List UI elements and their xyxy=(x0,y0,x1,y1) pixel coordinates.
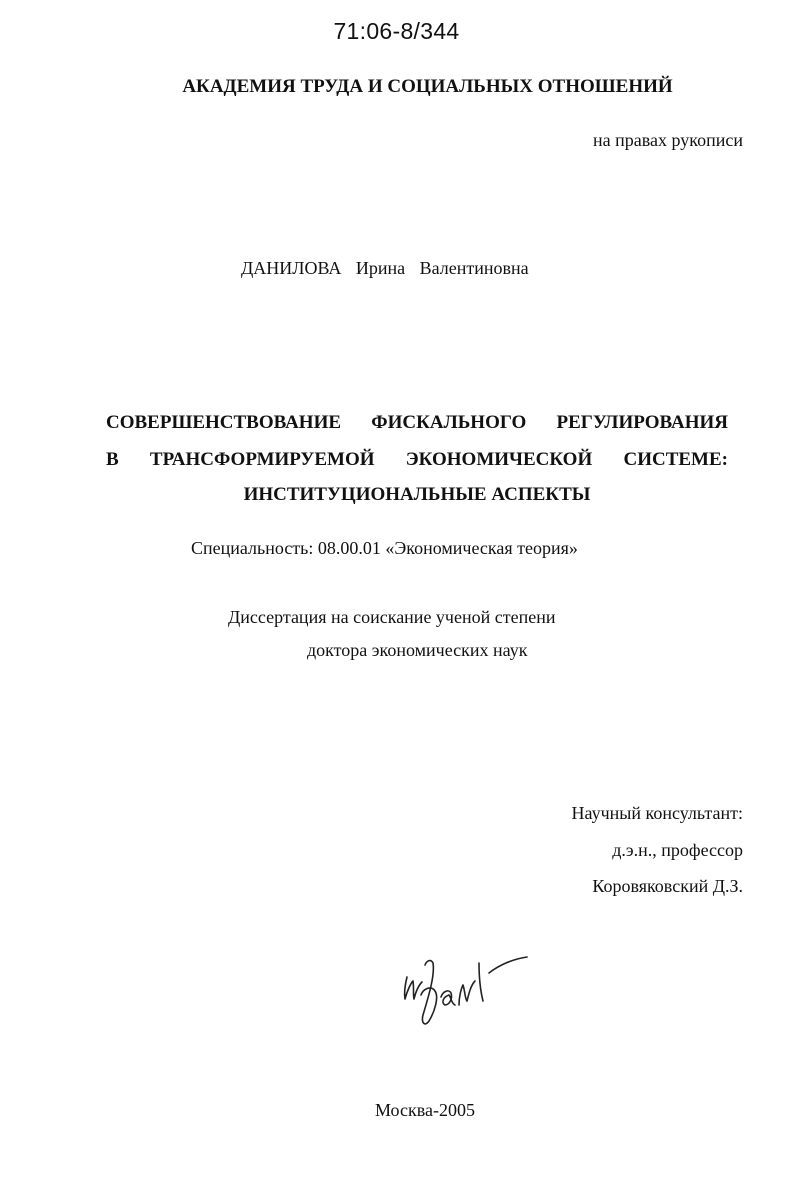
advisor-degree: д.э.н., профессор xyxy=(612,840,743,860)
specialty-line: Специальность: 08.00.01 «Экономическая теория» xyxy=(191,538,578,558)
title-line-2: В ТРАНСФОРМИРУЕМОЙ ЭКОНОМИЧЕСКОЙ СИСТЕМЕ: xyxy=(106,449,728,470)
dissertation-line-2: доктора экономических наук xyxy=(307,640,528,660)
advisor-name: Коровяковский Д.З. xyxy=(592,876,743,896)
author-name: ДАНИЛОВА Ирина Валентиновна xyxy=(241,258,529,278)
manuscript-note: на правах рукописи xyxy=(593,130,743,150)
handwritten-signature xyxy=(395,935,535,1030)
dissertation-line-1: Диссертация на соискание ученой степени xyxy=(228,607,556,627)
catalog-number: 71:06-8/344 xyxy=(333,18,460,44)
title-line-1: СОВЕРШЕНСТВОВАНИЕ ФИСКАЛЬНОГО РЕГУЛИРОВАНИЯ xyxy=(106,412,728,433)
advisor-role: Научный консультант: xyxy=(571,803,743,823)
institution-name: АКАДЕМИЯ ТРУДА И СОЦИАЛЬНЫХ ОТНОШЕНИЙ xyxy=(182,76,673,97)
title-line-3: ИНСТИТУЦИОНАЛЬНЫЕ АСПЕКТЫ xyxy=(243,484,591,505)
city-year: Москва-2005 xyxy=(375,1100,475,1120)
